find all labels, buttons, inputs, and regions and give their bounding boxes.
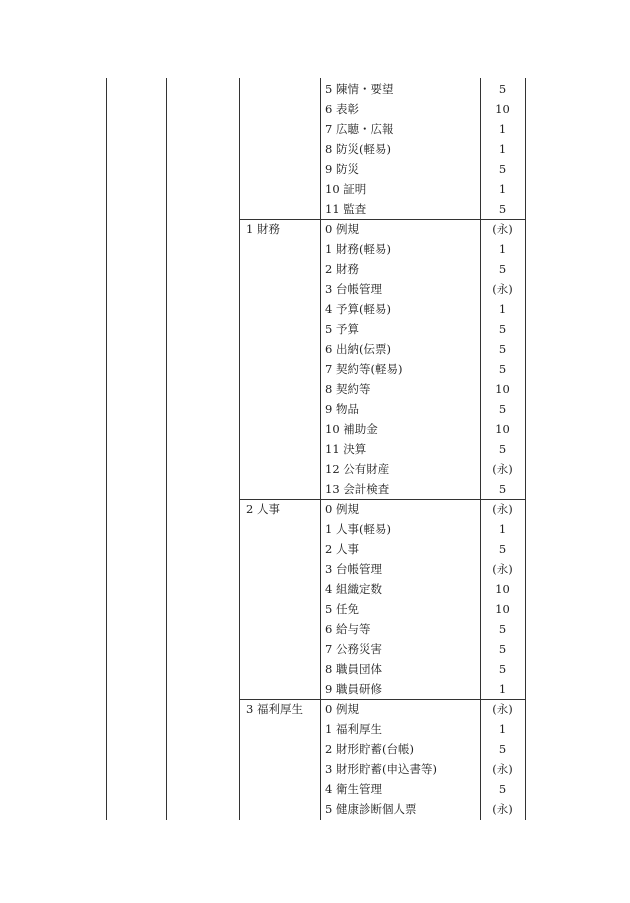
item-name: 8 契約等 xyxy=(325,382,371,396)
item-name: 7 契約等(軽易) xyxy=(325,362,403,376)
retention-years: 10 xyxy=(495,422,510,436)
column-border xyxy=(239,78,240,820)
retention-years: 5 xyxy=(498,262,507,276)
retention-years: 1 xyxy=(498,142,507,156)
item-name: 2 財形貯蓄(台帳) xyxy=(325,742,414,756)
item-name: 8 防災(軽易) xyxy=(325,142,391,156)
item-name: 9 物品 xyxy=(325,402,359,416)
retention-years: 5 xyxy=(498,782,507,796)
item-name: 13 会計検査 xyxy=(325,482,390,496)
retention-years: 5 xyxy=(498,662,507,676)
retention-years: 10 xyxy=(495,602,510,616)
retention-years: (永) xyxy=(492,222,513,236)
item-name: 6 給与等 xyxy=(325,622,371,636)
item-name: 5 健康診断個人票 xyxy=(325,802,417,816)
item-name: 11 監査 xyxy=(325,202,367,216)
retention-years: 1 xyxy=(498,722,507,736)
column-border xyxy=(320,78,321,820)
retention-years: 5 xyxy=(498,402,507,416)
item-name: 1 福利厚生 xyxy=(325,722,382,736)
item-name: 12 公有財産 xyxy=(325,462,390,476)
item-name: 4 予算(軽易) xyxy=(325,302,391,316)
retention-years: 5 xyxy=(498,322,507,336)
retention-years: (永) xyxy=(492,462,513,476)
retention-years: (永) xyxy=(492,802,513,816)
item-name: 2 人事 xyxy=(325,542,359,556)
retention-years: 10 xyxy=(495,382,510,396)
retention-years: 1 xyxy=(498,122,507,136)
item-name: 5 予算 xyxy=(325,322,359,336)
item-name: 5 陳情・要望 xyxy=(325,82,394,96)
retention-years: 5 xyxy=(498,482,507,496)
item-name: 2 財務 xyxy=(325,262,359,276)
retention-years: 10 xyxy=(495,102,510,116)
category-label: 1 財務 xyxy=(246,222,280,236)
retention-years: 5 xyxy=(498,542,507,556)
retention-years: 5 xyxy=(498,442,507,456)
retention-years: (永) xyxy=(492,702,513,716)
category-label: 2 人事 xyxy=(246,502,280,516)
retention-years: 1 xyxy=(498,682,507,696)
retention-years: 5 xyxy=(498,362,507,376)
retention-years: (永) xyxy=(492,282,513,296)
item-name: 6 表彰 xyxy=(325,102,359,116)
retention-years: 1 xyxy=(498,302,507,316)
retention-years: 5 xyxy=(498,622,507,636)
item-name: 1 財務(軽易) xyxy=(325,242,391,256)
item-name: 0 例規 xyxy=(325,222,359,236)
retention-years: 1 xyxy=(498,182,507,196)
retention-years: 5 xyxy=(498,342,507,356)
item-name: 7 公務災害 xyxy=(325,642,382,656)
item-name: 3 財形貯蓄(申込書等) xyxy=(325,762,437,776)
item-name: 3 台帳管理 xyxy=(325,282,382,296)
column-border xyxy=(525,78,526,820)
item-name: 7 広聴・広報 xyxy=(325,122,394,136)
item-name: 3 台帳管理 xyxy=(325,562,382,576)
retention-years: (永) xyxy=(492,762,513,776)
retention-years: 1 xyxy=(498,242,507,256)
column-border xyxy=(106,78,107,820)
retention-years: 10 xyxy=(495,582,510,596)
retention-years: 5 xyxy=(498,742,507,756)
item-name: 9 防災 xyxy=(325,162,359,176)
retention-years: 5 xyxy=(498,642,507,656)
item-name: 1 人事(軽易) xyxy=(325,522,391,536)
retention-years: (永) xyxy=(492,502,513,516)
column-border xyxy=(166,78,167,820)
item-name: 4 衛生管理 xyxy=(325,782,382,796)
item-name: 10 補助金 xyxy=(325,422,378,436)
retention-years: 5 xyxy=(498,202,507,216)
item-name: 6 出納(伝票) xyxy=(325,342,391,356)
item-name: 10 証明 xyxy=(325,182,367,196)
retention-years: (永) xyxy=(492,562,513,576)
item-name: 9 職員研修 xyxy=(325,682,382,696)
retention-years: 5 xyxy=(498,162,507,176)
item-name: 4 組織定数 xyxy=(325,582,382,596)
retention-years: 5 xyxy=(498,82,507,96)
item-name: 5 任免 xyxy=(325,602,359,616)
item-name: 0 例規 xyxy=(325,702,359,716)
item-name: 11 決算 xyxy=(325,442,367,456)
retention-years: 1 xyxy=(498,522,507,536)
category-label: 3 福利厚生 xyxy=(246,702,303,716)
item-name: 0 例規 xyxy=(325,502,359,516)
item-name: 8 職員団体 xyxy=(325,662,382,676)
